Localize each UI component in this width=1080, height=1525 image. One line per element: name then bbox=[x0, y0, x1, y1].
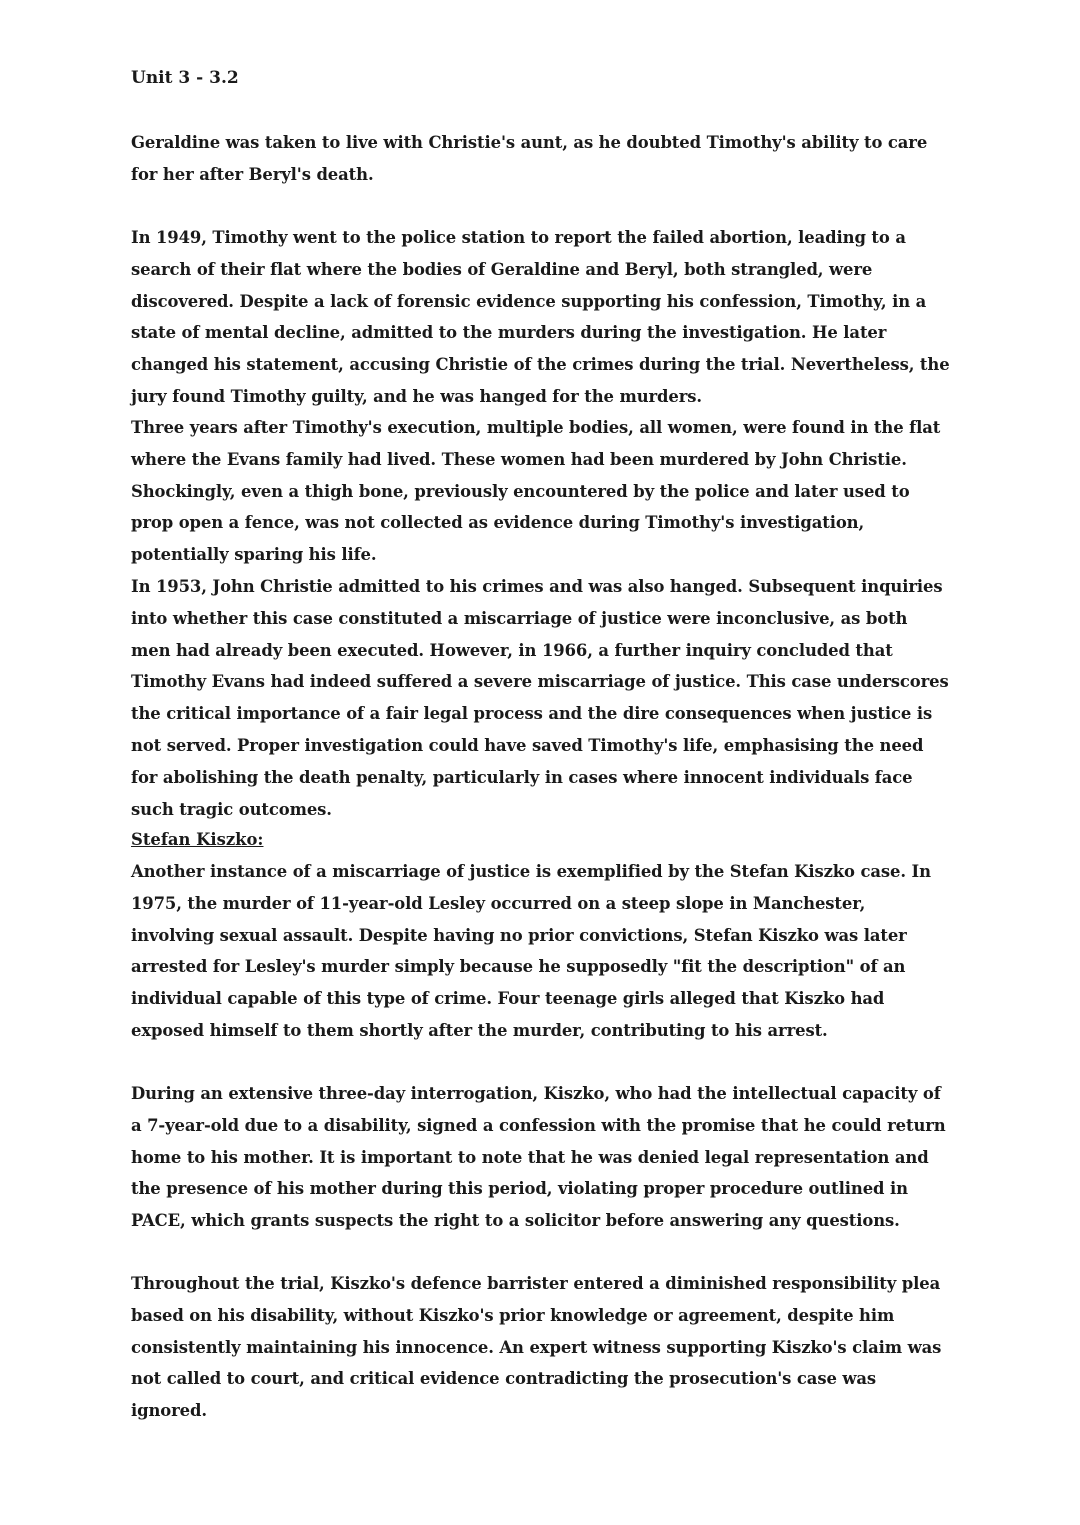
unit-header: Unit 3 - 3.2 bbox=[131, 68, 239, 88]
paragraph-1949-police: In 1949, Timothy went to the police station to report the failed abortion, leading to a search of their flat where the bodies of Geraldine and Beryl, both strangled, were discovered. Despite a lack of forensic evidence supporting his confession, Timothy, in a state of mental decline, admitted to the murders during the investigation. He later changed his statement, accusing Christie of the crimes during the trial. Nevertheless, the jury found Timothy guilty, and he was hanged for the murders. bbox=[131, 228, 950, 406]
paragraph-1953-christie: In 1953, John Christie admitted to his crimes and was also hanged. Subsequent inquiries into whether this case constituted a miscarriage of justice were inconclusive, as both men had already been executed. However, in 1966, a further inquiry concluded that Timothy Evans had indeed suffered a severe miscarriage of justice. This case underscores the critical importance of a fair legal process and the dire consequences when justice is not served. Proper investigation could have saved Timothy's life, emphasising the need for abolishing the death penalty, particularly in cases where innocent individuals face such tragic outcomes. bbox=[131, 577, 949, 819]
paragraph-kiszko-interrogation: During an extensive three-day interrogation, Kiszko, who had the intellectual capacity of a 7-year-old due to a disability, signed a confession with the promise that he could return home to his mother. It is important to note that he was denied legal representation and the presence of his mother during this period, violating proper procedure outlined in PACE, which grants suspects the right to a solicitor before answering any questions. bbox=[131, 1084, 946, 1231]
paragraph-kiszko-case: Another instance of a miscarriage of justice is exemplified by the Stefan Kiszko case. In 1975, the murder of 11-year-old Lesley occurred on a steep slope in Manchester, involving sexual assault. Despite having no prior convictions, Stefan Kiszko was later arrested for Lesley's murder simply because he supposedly "fit the description" of an individual capable of this type of crime. Four teenage girls alleged that Kiszko had exposed himself to them shortly after the murder, contributing to his arrest. bbox=[131, 862, 931, 1040]
section-heading-stefan-kiszko: Stefan Kiszko: bbox=[131, 830, 264, 849]
paragraph-geraldine: Geraldine was taken to live with Christie's aunt, as he doubted Timothy's ability to care for her after Beryl's death. bbox=[131, 133, 928, 184]
paragraph-three-years-after: Three years after Timothy's execution, multiple bodies, all women, were found in the flat where the Evans family had lived. These women had been murdered by John Christie. Shockingly, even a thigh bone, previously encountered by the police and later used to prop open a fence, was not collected as evidence during Timothy's investigation, potentially sparing his life. bbox=[131, 418, 941, 565]
paragraph-kiszko-trial: Throughout the trial, Kiszko's defence barrister entered a diminished responsibility plea based on his disability, without Kiszko's prior knowledge or agreement, despite him consistently maintaining his innocence. An expert witness supporting Kiszko's claim was not called to court, and critical evidence contradicting the prosecution's case was ignored. bbox=[131, 1274, 942, 1421]
